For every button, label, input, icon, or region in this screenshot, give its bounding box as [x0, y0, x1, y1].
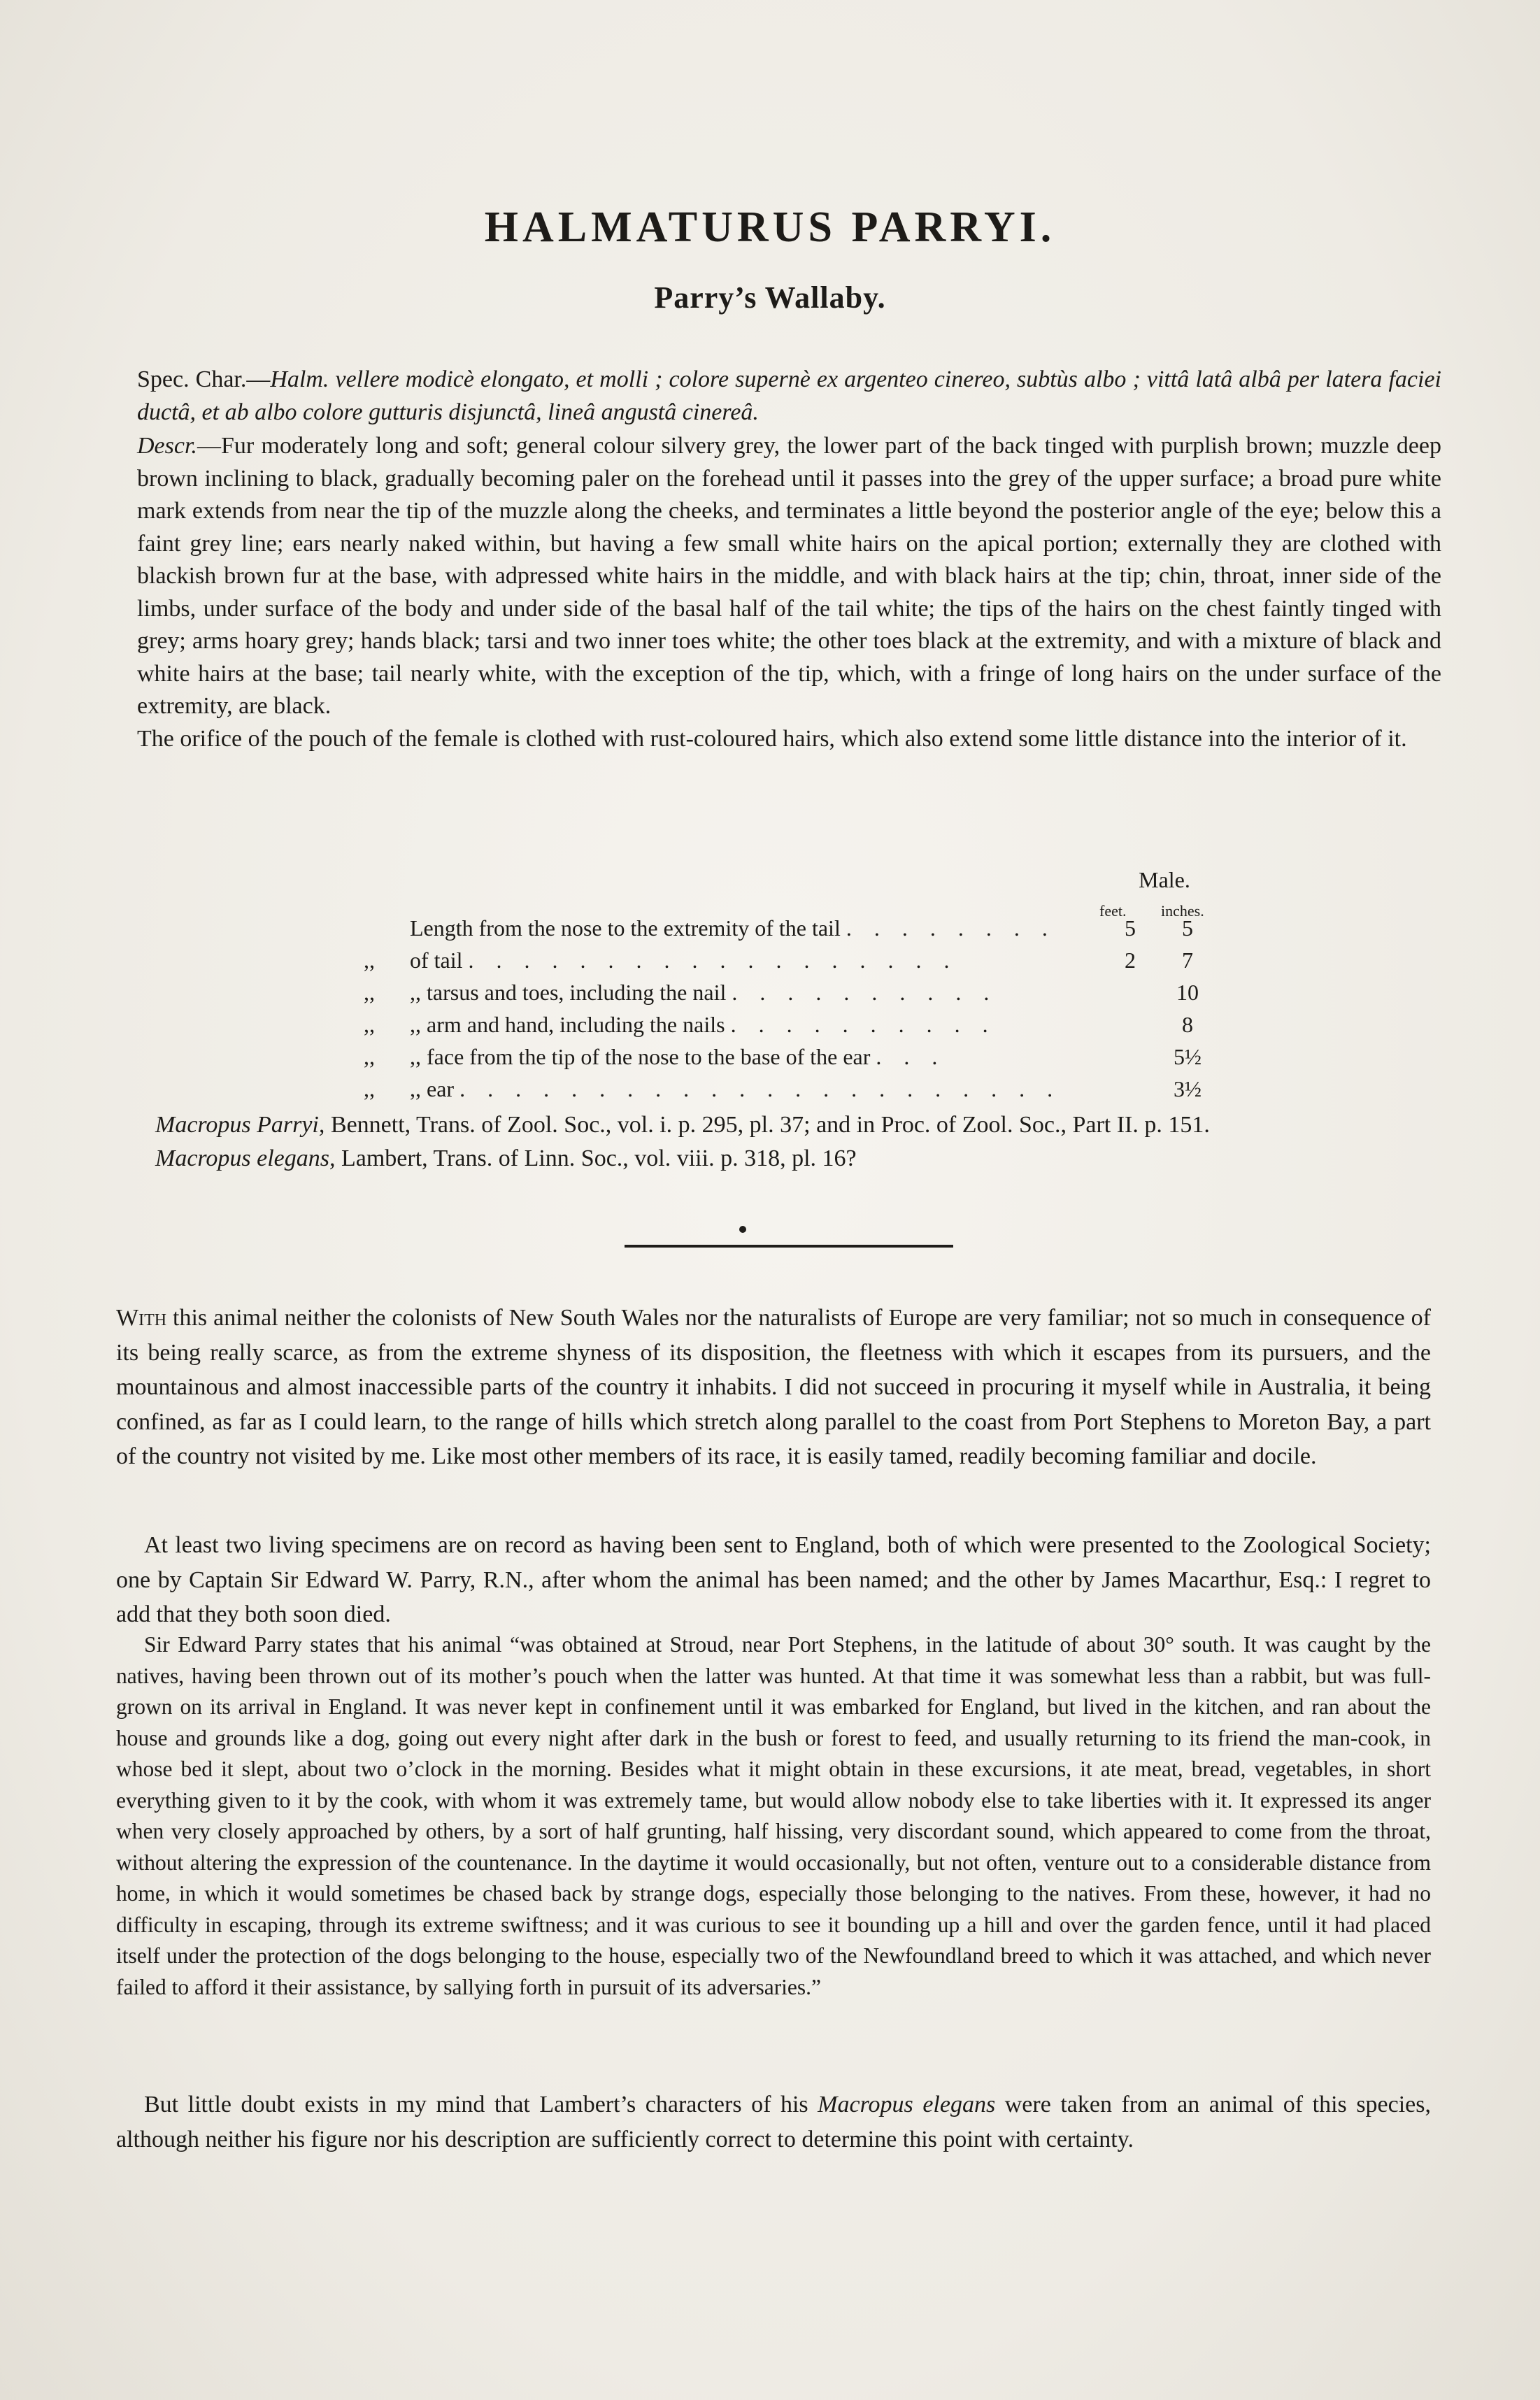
- measurement-inches: 3½: [1174, 1076, 1202, 1101]
- reference-line: [155, 1142, 1456, 1176]
- ditto-mark: ,,: [364, 948, 375, 973]
- page-subtitle: Parry’s Wallaby.: [654, 280, 886, 315]
- body-paragraph-4: [116, 2087, 1431, 2157]
- measurement-inches: 8: [1182, 1012, 1193, 1037]
- reference-text: Lambert, Trans. of Linn. Soc., vol. viii. p. 318, pl. 16?: [335, 1145, 857, 1171]
- measurement-label: ,, ear . . . . . . . . . . . . . . . . . . . . . .: [410, 1076, 1062, 1101]
- measurement-row: [364, 909, 1224, 941]
- measurement-feet: [1109, 973, 1151, 1006]
- paragraph-text: But little doubt exists in my mind that Lambert’s characters of his: [144, 2092, 818, 2117]
- measurement-label: ,, arm and hand, including the nails . . . . . . . . . .: [410, 1012, 997, 1037]
- ditto-mark: ,,: [364, 1012, 375, 1037]
- paragraph-text: this animal neither the colonists of New South Wales nor the naturalists of Europe are very familiar; not so much in consequence of its being really scarce, as from the extreme shyness of its disposition, the fleetness with which it escapes from its pursuers, and the mountainous and almost inaccessible parts of the country it inhabits. I did not succeed in procuring it myself while in Australia, it being confined, as far as I could learn, to the range of hills which stretch along parallel to the coast from Port Stephens to Moreton Bay, a part of the country not visited by me. Like most other members of its race, it is easily tamed, readily becoming familiar and docile.: [116, 1305, 1431, 1469]
- ditto-mark: ,,: [364, 1044, 375, 1069]
- leader-dots: . . .: [876, 1044, 946, 1069]
- paragraph-text: At least two living specimens are on record as having been sent to England, both of which were presented to the Zoological Society; one by Captain Sir Edward W. Parry, R.N., after whom the animal has been named; and the other by James Macarthur, Esq.: I regret to add that they both soon died.: [116, 1532, 1431, 1627]
- measurement-inches: 7: [1182, 948, 1193, 973]
- measurement-inches: 10: [1176, 980, 1199, 1005]
- body-paragraph-1: [116, 1301, 1431, 1474]
- description: [137, 430, 1441, 755]
- specific-characters: [137, 364, 1441, 429]
- measurement-feet: 5: [1125, 915, 1136, 941]
- paragraph-text: were taken from an animal of this species, although neither his figure nor his description are sufficiently correct to determine this point with certainty.: [116, 2092, 1431, 2152]
- inches-header: inches.: [1161, 902, 1204, 920]
- leader-dots: . . . . . . . . . .: [732, 980, 998, 1005]
- measurement-feet: [1109, 1006, 1151, 1038]
- ditto-mark: [364, 909, 410, 941]
- reference-name: Macropus Parryi,: [155, 1112, 325, 1138]
- measurement-inches: 5½: [1174, 1044, 1202, 1069]
- body-paragraph-2: [116, 1528, 1431, 1632]
- body-paragraph-3: [116, 1629, 1431, 2003]
- leader-dots: . . . . . . . .: [846, 915, 1056, 941]
- measurement-inches: 5: [1182, 915, 1193, 941]
- feet-header: feet.: [1099, 902, 1127, 920]
- reference-line: [155, 1108, 1456, 1142]
- measurement-row: [364, 973, 1224, 1006]
- measurement-row: [364, 1038, 1224, 1070]
- ditto-mark: ,,: [364, 980, 375, 1005]
- measurement-feet: 2: [1125, 948, 1136, 973]
- leader-dots: . . . . . . . . . . . . . . . . . . . . . .: [459, 1076, 1062, 1101]
- spec-char-label: Spec. Char.—: [137, 366, 271, 392]
- measurement-label: Length from the nose to the extremity of the tail . . . . . . . .: [410, 915, 1056, 941]
- descr-text: —Fur moderately long and soft; general colour silvery grey, the lower part of the back tinged with purplish brown; muzzle deep brown inclining to black, gradually becoming paler on the forehead until it passes into the grey of the upper surface; a broad pure white mark extends from near the tip of the muzzle along the cheeks, and terminates a little beyond the posterior angle of the eye; below this a faint grey line; ears nearly naked within, but having a few small white hairs on the apical portion; externally they are clothed with blackish brown fur at the base, with adpressed white hairs in the middle, and with black hairs at the tip; chin, throat, inner side of the limbs, under surface of the body and under side of the basal half of the tail white; the tips of the hairs on the chest faintly tinged with grey; arms hoary grey; hands black; tarsi and two inner toes white; the other toes black at the extremity, and with a mixture of black and white hairs at the base; tail nearly white, with the exception of the tip, which, with a fringe of long hairs on the under surface of the extremity, are black.: [137, 433, 1441, 719]
- measurement-row: [364, 1006, 1224, 1038]
- reference-text: Bennett, Trans. of Zool. Soc., vol. i. p. 295, pl. 37; and in Proc. of Zool. Soc., Part II. p. 151.: [325, 1112, 1210, 1138]
- synonym-references: [155, 1108, 1456, 1176]
- measurement-label: of tail . . . . . . . . . . . . . . . . . .: [410, 948, 958, 973]
- measurement-feet: [1109, 1038, 1151, 1070]
- measurement-label: ,, face from the tip of the nose to the base of the ear . . .: [410, 1044, 946, 1069]
- measurement-label: ,, tarsus and toes, including the nail . . . . . . . . . .: [410, 980, 998, 1005]
- drop-lead: With: [116, 1305, 167, 1331]
- paragraph-text: Sir Edward Parry states that his animal “was obtained at Stroud, near Port Stephens, in the latitude of about 30° south. It was caught by the natives, having been thrown out of its mother’s pouch when the latter was hunted. At that time it was somewhat less than a rabbit, but was full-grown on its arrival in England. It was never kept in confinement until it was embarked for England, but lived in the kitchen, and ran about the house and grounds like a dog, going out every night after dark in the bush or forest to feed, and usually returning to its friend the man-cook, in whose bed it slept, about two o’clock in the morning. Besides what it might obtain in these excursions, it ate meat, bread, vegetables, in short everything given to it by the cook, with whom it was extremely tame, but would allow nobody else to take liberties with it. It expressed its anger when very closely approached by others, by a sort of half grunting, half hissing, very discordant sound, which appeared to come from the throat, without altering the expression of the countenance. In the daytime it would occasionally, but not often, venture out to a considerable distance from home, in which it would sometimes be chased back by strange dogs, especially those belonging to the natives. From these, however, it had no difficulty in escaping, through its extreme swiftness; and it was curious to see it bounding up a hill and over the garden fence, until it had placed itself under the protection of the dogs belonging to the house, especially two of the Newfoundland breed to which it was attached, and which never failed to afford it their assistance, by sallying forth in pursuit of its adversaries.”: [116, 1632, 1431, 1999]
- section-divider: [625, 1245, 953, 1248]
- pouch-text: The orifice of the pouch of the female is clothed with rust-coloured hairs, which also extend some little distance into the interior of it.: [137, 725, 1407, 752]
- ditto-mark: ,,: [364, 1076, 375, 1101]
- measurement-sex-header: Male.: [1139, 867, 1190, 892]
- leader-dots: . . . . . . . . . .: [730, 1012, 997, 1037]
- descr-label: Descr.: [137, 433, 197, 459]
- page-title: HALMATURUS PARRYI.: [484, 203, 1056, 251]
- divider-dot: [739, 1226, 746, 1233]
- measurement-row: [364, 1070, 1224, 1102]
- measurement-feet: [1109, 1070, 1151, 1102]
- leader-dots: . . . . . . . . . . . . . . . . . .: [468, 948, 958, 973]
- species-name: Macropus elegans: [818, 2092, 996, 2117]
- reference-name: Macropus elegans,: [155, 1145, 336, 1171]
- measurement-row: [364, 941, 1224, 973]
- measurements-table: [364, 909, 1224, 1102]
- spec-char-text: Halm. vellere modicè elongato, et molli ; colore supernè ex argenteo cinereo, subtùs albo ; vittâ latâ albâ per latera faciei ductâ, et ab albo colore gutturis disjunctâ, lineâ angustâ cinereâ.: [137, 366, 1441, 425]
